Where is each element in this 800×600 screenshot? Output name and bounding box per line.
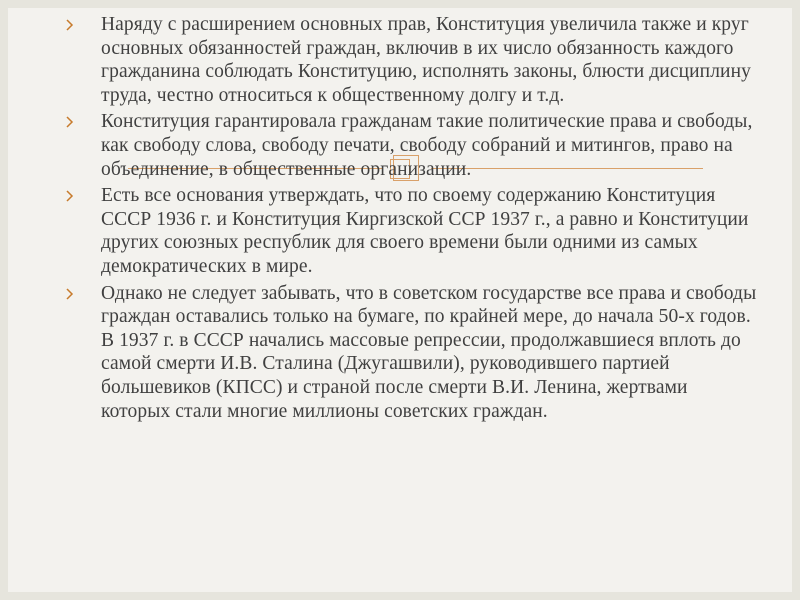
bullet-text: Конституция гарантировала гражданам такие политические права и свободы, как свободу слова, свободу печати, свободу собраний и митингов, право на объединение, в общественные организации. <box>101 111 753 180</box>
bullet-list <box>61 13 761 426</box>
bullet-text: Однако не следует забывать, что в советском государстве все права и свободы граждан оставались только на бумаге, по крайней мере, до начала 50-х годов. В 1937 г. в СССР начались массовые репрессии, продолжавшиеся вплоть до самой смерти И.В. Сталина (Джугашвили), руководившего партией большевиков (КПСС) и страной после смерти В.И. Ленина, жертвами которых стали многие миллионы советских граждан. <box>101 282 757 422</box>
bullet-text: Есть все основания утверждать, что по своему содержанию Конституция СССР 1936 г. и Конституция Киргизской ССР 1937 г., а равно и Конституции других союзных республик для своего времени были одними из самых демократических в мире. <box>101 185 749 277</box>
bullet-item <box>61 282 761 424</box>
bullet-text: Наряду с расширением основных прав, Конституция увеличила также и круг основных обязанностей граждан, включив в их число обязанность каждого гражданина соблюдать Конституцию, исполнять законы, блюсти дисциплину труда, честно относиться к общественному долгу и т.д. <box>101 14 751 106</box>
bullet-item <box>61 13 761 107</box>
chevron-right-icon <box>64 190 76 202</box>
bullet-item <box>61 110 761 181</box>
chevron-right-icon <box>64 288 76 300</box>
chevron-right-icon <box>64 116 76 128</box>
chevron-right-icon <box>64 19 76 31</box>
bullet-item <box>61 184 761 278</box>
